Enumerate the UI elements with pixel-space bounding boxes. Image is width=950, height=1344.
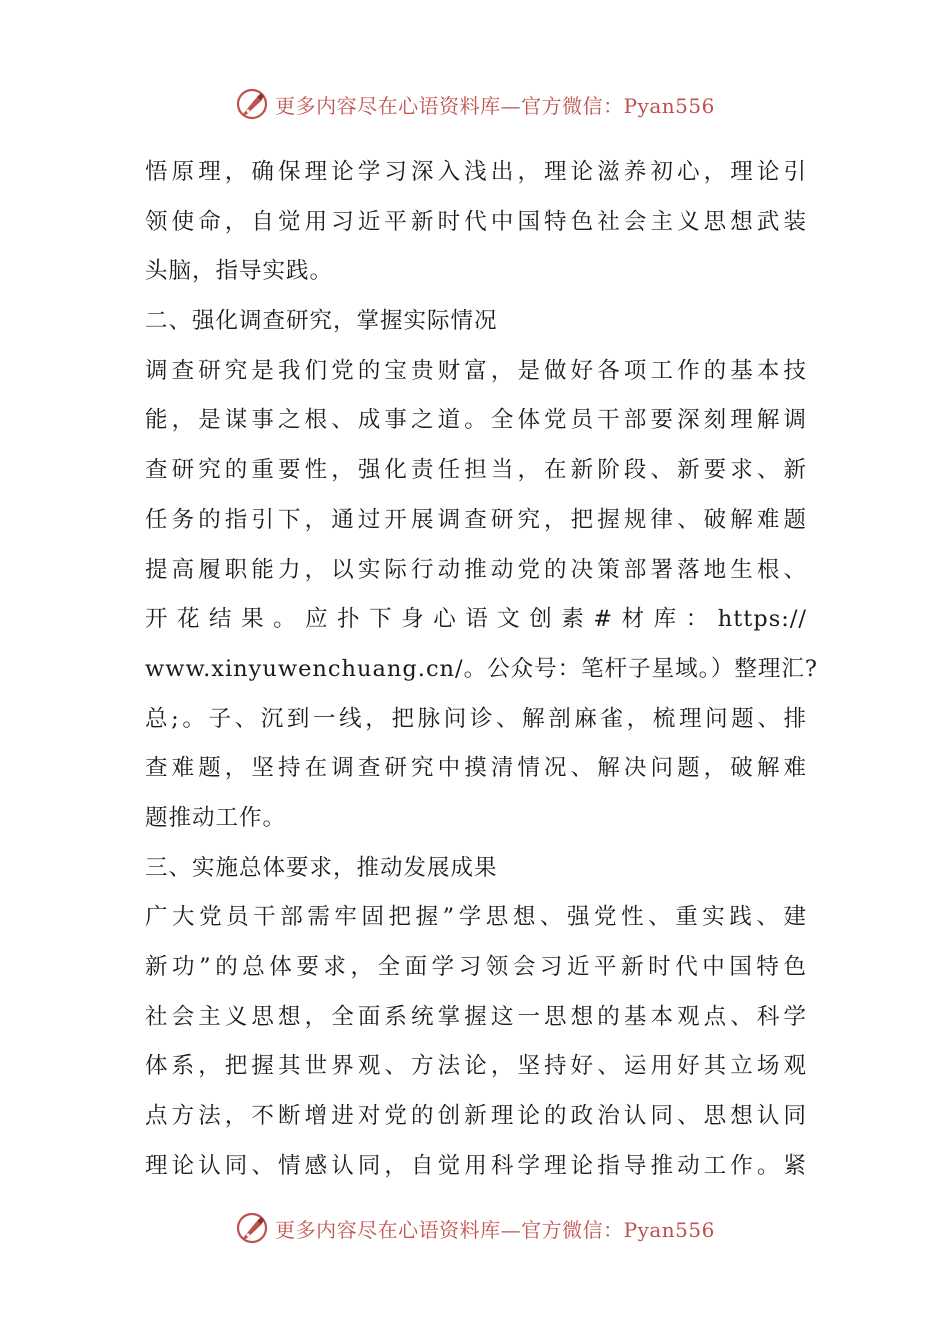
body-line: 点方法，不断增进对党的创新理论的政治认同、思想认同 <box>145 1103 807 1130</box>
header-banner <box>0 84 950 124</box>
footer-banner <box>0 1208 950 1248</box>
section-heading: 三、实施总体要求，推动发展成果 <box>145 854 498 881</box>
body-line: 能，是谋事之根、成事之道。全体党员干部要深刻理解调 <box>145 407 807 434</box>
pen-nib-logo-icon <box>235 87 269 121</box>
body-line: www.xinyuwenchuang.cn/。公众号：笔杆子星域。）整理汇? <box>145 655 818 682</box>
body-line: 提高履职能力，以实际行动推动党的决策部署落地生根、 <box>145 556 807 583</box>
body-line: 理论认同、情感认同，自觉用科学理论指导推动工作。紧 <box>145 1152 807 1179</box>
body-line: 查难题，坚持在调查研究中摸清情况、解决问题，破解难 <box>145 755 807 782</box>
footer-text: 更多内容尽在心语资料库—官方微信：Pyan556 <box>275 1217 715 1242</box>
body-line: 调查研究是我们党的宝贵财富，是做好各项工作的基本技 <box>145 357 807 384</box>
body-line: 体系，把握其世界观、方法论，坚持好、运用好其立场观 <box>145 1053 807 1080</box>
body-line: 题推动工作。 <box>145 804 287 831</box>
body-line: 查研究的重要性，强化责任担当，在新阶段、新要求、新 <box>145 457 807 484</box>
body-line: 领使命，自觉用习近平新时代中国特色社会主义思想武装 <box>145 208 807 235</box>
body-line: 头脑，指导实践。 <box>145 258 334 285</box>
pen-nib-logo-icon <box>235 1211 269 1245</box>
header-text: 更多内容尽在心语资料库—官方微信：Pyan556 <box>275 93 715 118</box>
body-line: 任务的指引下，通过开展调查研究，把握规律、破解难题 <box>145 506 807 533</box>
document-body <box>145 148 818 1191</box>
body-line: 社会主义思想，全面系统掌握这一思想的基本观点、科学 <box>145 1003 807 1030</box>
body-line: 开花结果。应扑下身心语文创素#材库：https:// <box>145 606 807 633</box>
section-heading: 二、强化调查研究，掌握实际情况 <box>145 308 498 335</box>
body-line: 悟原理，确保理论学习深入浅出，理论滋养初心，理论引 <box>145 159 807 185</box>
body-line: 新功”的总体要求，全面学习领会习近平新时代中国特色 <box>145 954 807 980</box>
body-line: 广大党员干部需牢固把握”学思想、强党性、重实践、建 <box>145 904 807 931</box>
body-line: 总;。子、沉到一线，把脉问诊、解剖麻雀，梳理问题、排 <box>145 705 807 732</box>
